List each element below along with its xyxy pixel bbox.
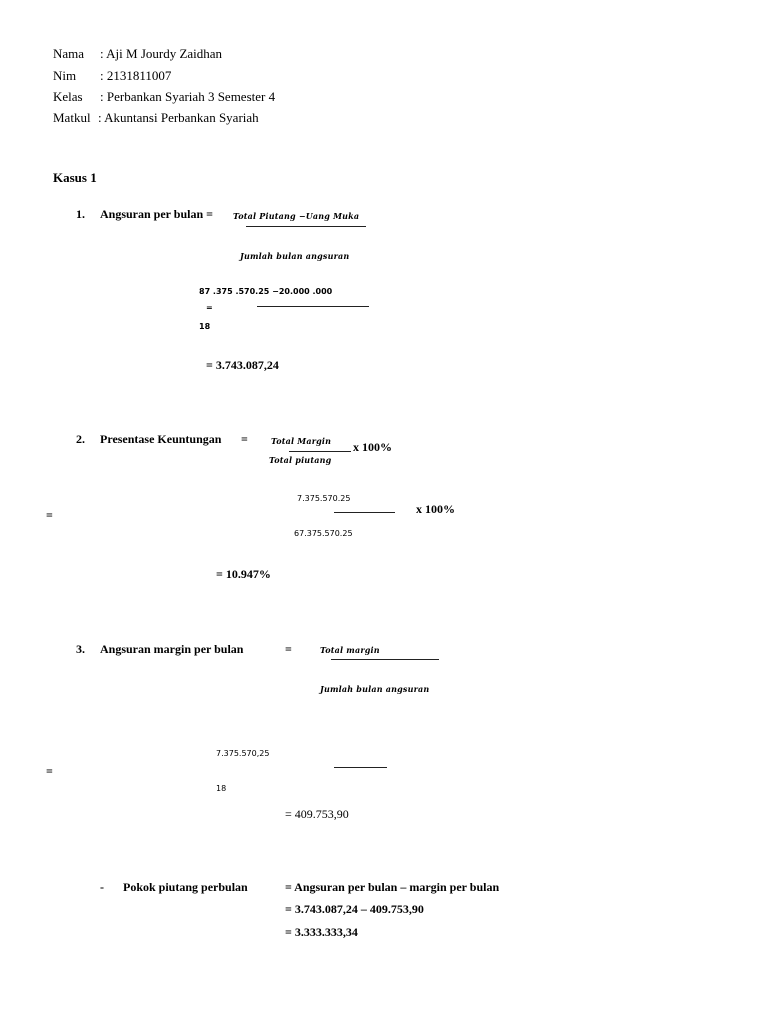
item-1-number: 1. (76, 207, 85, 221)
value-kelas: : Perbankan Syariah 3 Semester 4 (100, 89, 276, 104)
item-1-fraction-bar (246, 226, 366, 227)
item-2-calc-numerator: 7.375.570.25 (297, 494, 351, 503)
item-3-title: Angsuran margin per bulan (100, 642, 244, 656)
item-3-formula-denominator: Jumlah bulan angsuran (320, 684, 430, 694)
label-nim: Nim (53, 68, 77, 83)
item-3-fraction-bar (331, 659, 439, 660)
item-2-title: Presentase Keuntungan (100, 432, 222, 446)
item-1-calc-bar (257, 306, 369, 307)
item-1-formula-denominator: Jumlah bulan angsuran (240, 251, 350, 261)
item-3-eq: = (285, 642, 292, 656)
item-2-times: x 100% (353, 440, 392, 454)
label-kelas: Kelas (53, 89, 83, 104)
pokok-bullet: - (100, 880, 104, 894)
item-3-formula-numerator: Total margin (320, 645, 380, 655)
pokok-line-1: = Angsuran per bulan – margin per bulan (285, 880, 500, 894)
pokok-label: Pokok piutang perbulan (123, 880, 248, 894)
value-matkul: : Akuntansi Perbankan Syariah (98, 110, 259, 125)
item-1-result: = 3.743.087,24 (206, 358, 279, 372)
item-2-calc-times: x 100% (416, 502, 455, 516)
value-nim: : 2131811007 (100, 68, 172, 83)
value-nama: : Aji M Jourdy Zaidhan (100, 46, 223, 61)
label-matkul: Matkul (53, 110, 91, 125)
item-1-calc-denominator: 18 (199, 322, 211, 331)
item-2-eq: = (241, 432, 248, 446)
item-3-calc-numerator: 7.375.570,25 (216, 749, 270, 758)
item-2-left-eq: = (46, 508, 53, 522)
item-3-calc-bar (334, 767, 387, 768)
item-1-calc-eq: = (206, 303, 213, 312)
item-2-calc-denominator: 67.375.570.25 (294, 529, 353, 538)
item-3-calc-denominator: 18 (216, 784, 227, 793)
item-2-fraction-bar (289, 451, 351, 452)
case-title: Kasus 1 (53, 170, 97, 185)
item-2-result: = 10.947% (216, 567, 271, 581)
item-2-formula-denominator: Total piutang (269, 455, 332, 465)
item-3-result: = 409.753,90 (285, 807, 349, 821)
item-2-calc-bar (334, 512, 395, 513)
item-3-number: 3. (76, 642, 85, 656)
item-3-left-eq: = (46, 764, 53, 778)
item-2-formula-numerator: Total Margin (271, 436, 332, 446)
pokok-line-3: = 3.333.333,34 (285, 925, 358, 939)
item-1-formula-numerator: Total Piutang −Uang Muka (233, 211, 360, 221)
pokok-line-2: = 3.743.087,24 – 409.753,90 (285, 902, 424, 916)
item-2-number: 2. (76, 432, 85, 446)
label-nama: Nama (53, 46, 85, 61)
item-1-calc-numerator: 87 .375 .570.25 −20.000 .000 (199, 287, 333, 296)
item-1-title: Angsuran per bulan = (100, 207, 213, 221)
